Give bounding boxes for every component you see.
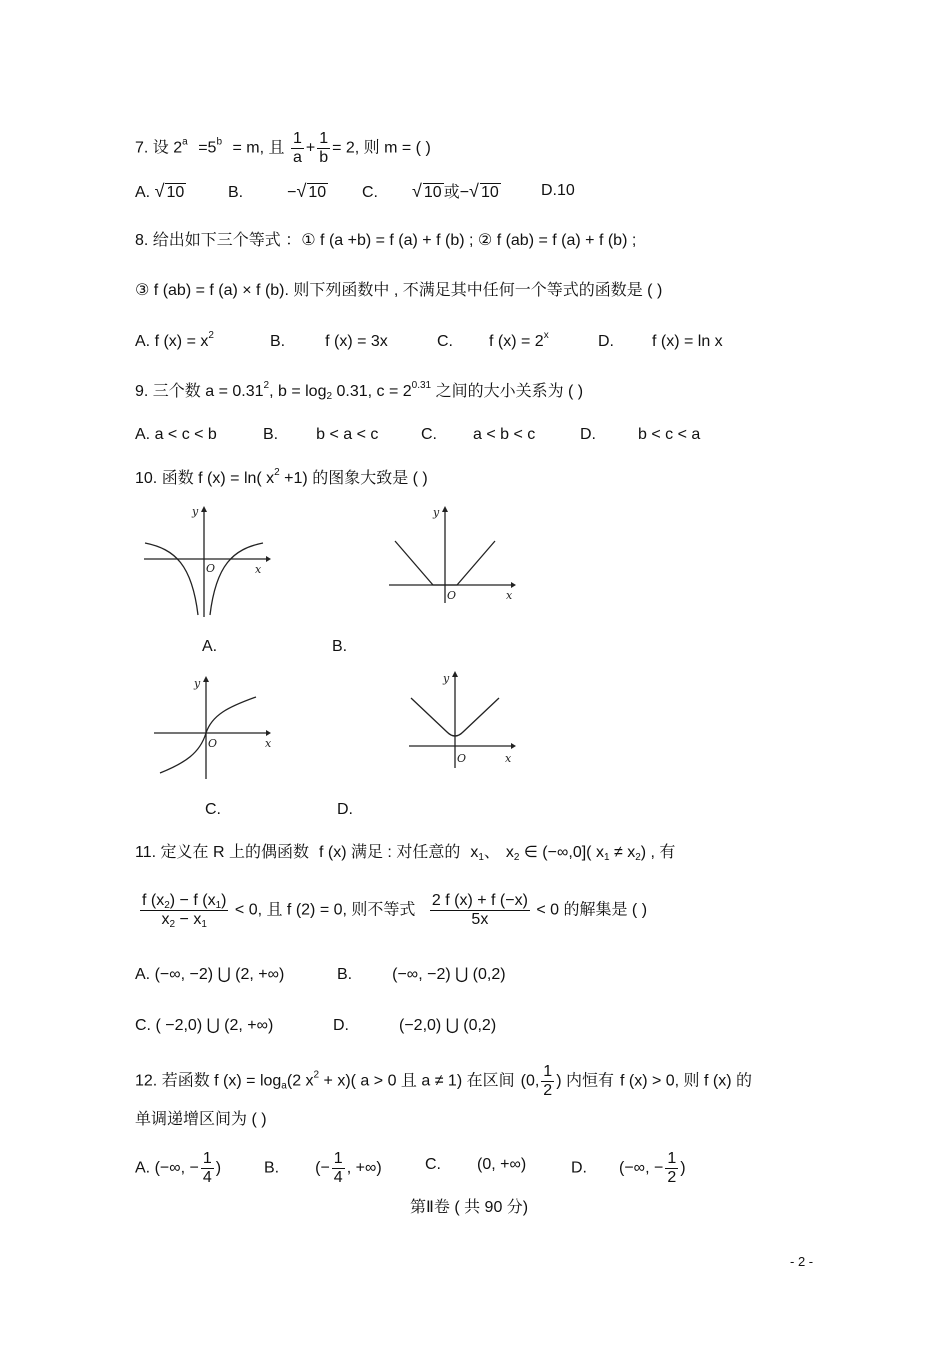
graph-label-b: B. [332,638,348,655]
q9-option-b: B. b < a < c [263,426,379,443]
svg-text:O: O [457,752,467,765]
q7-option-a: A. √ 10 [135,181,185,201]
graph-option-a [140,505,270,620]
q7-option-b: B. −√ 10 [228,181,327,201]
q8-option-c: C. f $(x) = 2^x$ [437,330,549,350]
fraction-1-over-a: $\frac{1}{a}$ [292,130,302,166]
q11-option-b: B. (−∞, −2) ⋃ (0,2) [337,966,506,983]
q11-stem-line2: $\frac{f (x_2) - f (x_1)}{x_2 - x_1}$ < 0, 且 f (2) = 0, 则不等式 $\frac{2 f (x) + f (-x)}{5x}$ < 0 的解集是 ( ) [142,892,648,930]
q9-option-c: C. a < b < c [421,426,536,443]
q12-option-c: C. (0, +∞) [425,1156,527,1173]
q11-stem-line1: 11. 定义在 R 上的偶函数 f (x) 满足 : 对任意的 $x_1$、 $x_2$ ∈ (−∞,0]( $x_1 \ne x_2$) , 有 [135,844,676,863]
q8-option-b: B. f (x) = 3x [270,333,388,350]
difference-quotient-fraction: $\frac{f (x_2) - f (x_1)}{x_2 - x_1}$ [142,892,227,930]
svg-text:x: x [265,737,272,750]
q9-option-d: D. b < c < a [580,426,701,443]
svg-text:y: y [443,672,450,685]
q7-stem: 7. 设 $2^a =5^b = m$, 且 $\frac{1}{a}$ + $\frac{1}{b}$ = 2, 则 m = ( ) [135,130,431,166]
svg-text:O: O [447,589,457,602]
q12-option-b: B. (− $\frac{1}{4}$ , +∞) [264,1150,382,1186]
q12-option-a: A. (−∞, − $\frac{1}{4}$ ) [135,1150,222,1186]
axis-y-label: y [192,505,199,518]
inequality-fraction: $\frac{2 f (x) + f (-x)}{5x}$ [431,892,528,928]
q12-stem-line1: 12. 若函数 f $(x) = \log_a(2$ $x^2 + x$)( a > 0 且 a ≠ 1) 在区间 (0, $\frac{1}{2}$ ) 内恒有 f (x) > 0, 则 f (x) 的 [135,1063,752,1099]
svg-text:O: O [208,737,218,750]
q7-option-c: C. √ 10 或−√ 10 [362,181,499,201]
graph-option-d [405,670,520,770]
graph-label-c: C. [205,801,221,818]
graph-option-c [150,675,280,785]
q11-option-d: D. (−2,0) ⋃ (0,2) [333,1017,497,1034]
page-number: - 2 - [790,1254,814,1269]
graph-option-b [385,505,520,605]
svg-text:x: x [506,589,513,602]
q10-stem: 10. 函数 f (x) = ln( $x^2 +1$) 的图象大致是 ( ) [135,467,428,487]
axis-x-label: x [255,563,262,576]
svg-text:y: y [433,506,440,519]
fraction-1-over-b: $\frac{1}{b}$ [319,130,329,166]
svg-text:x: x [505,752,512,765]
q7-option-d: D.10 [541,182,575,199]
fraction-one-half: $\frac{1}{2}$ [543,1063,553,1099]
q9-option-a: A. a < c < b [135,426,217,443]
q8-stem-line2: ③ f (ab) = f (a) × f (b). 则下列函数中 , 不满足其中任何一个等式的函数是 ( ) [135,282,663,299]
q8-option-d: D. f (x) = ln x [598,333,723,350]
q8-option-a: A. f $(x) = x^2$ [135,330,214,350]
q12-option-d: D. (−∞, − $\frac{1}{2}$ ) [571,1150,686,1186]
svg-text:y: y [194,677,201,690]
graph-label-a: A. [202,638,218,655]
q11-option-c: C. ( −2,0) ⋃ (2, +∞) [135,1017,274,1034]
q11-option-a: A. (−∞, −2) ⋃ (2, +∞) [135,966,285,983]
origin-label: O [206,562,216,575]
q8-stem-line1: 8. 给出如下三个等式 ：① f (a +b) = f (a) + f (b) ; ② f (ab) = f (a) + f (b) ; [135,232,637,249]
section-heading: 第Ⅱ卷 ( 共 90 分) [410,1199,529,1216]
graph-label-d: D. [337,801,353,818]
q9-stem: 9. 三个数 $a = 0.31^2$, $b = \log_2 0.31$, $c = 2^{0.31}$ 之间的大小关系为 ( ) [135,380,584,402]
q12-stem-line2: 单调递增区间为 ( ) [135,1111,267,1128]
